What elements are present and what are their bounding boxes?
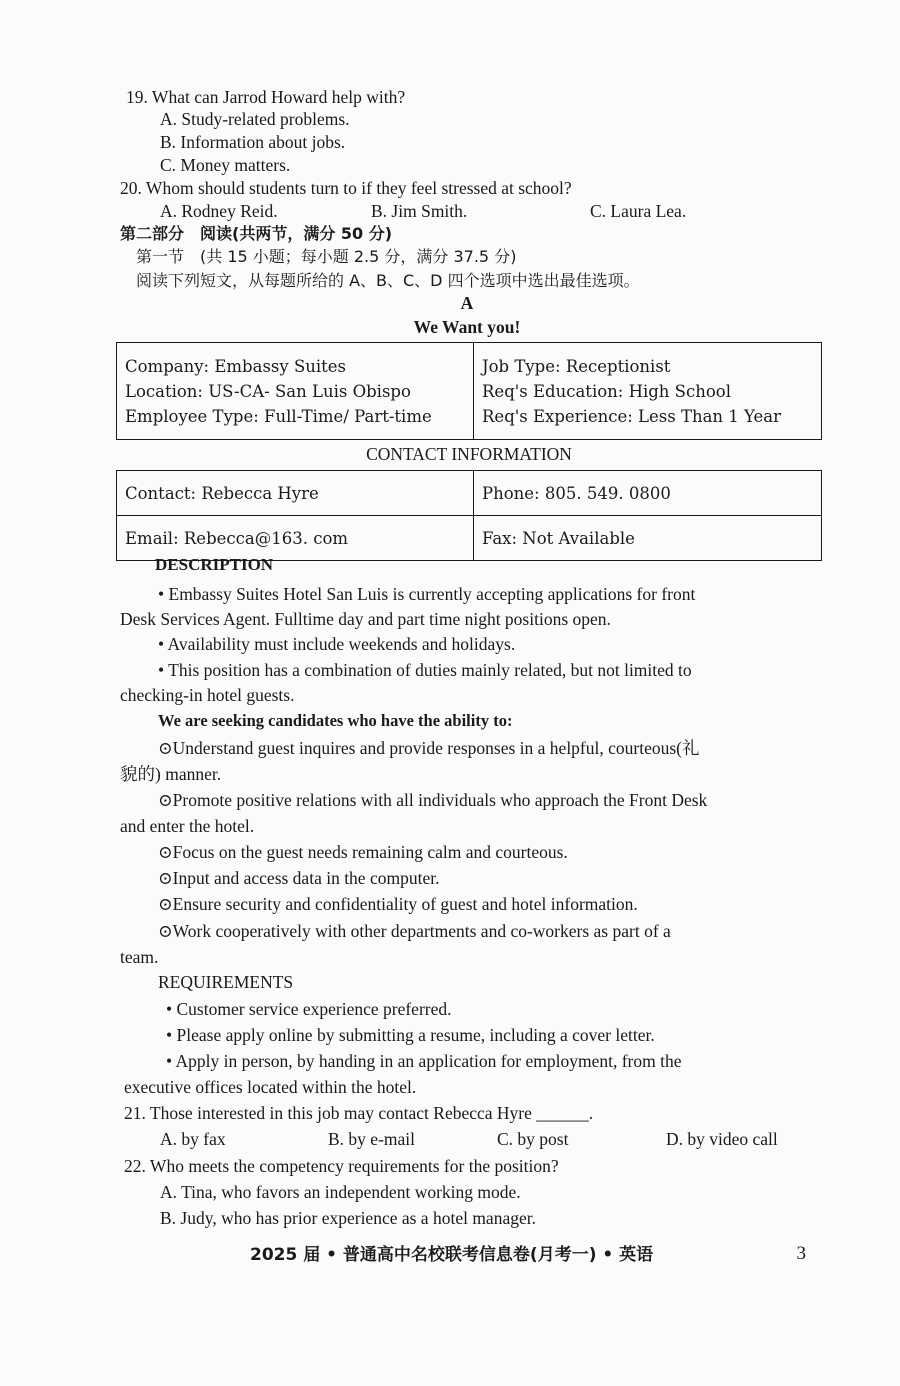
requirement-line: executive offices located within the hotel. xyxy=(124,1077,417,1097)
question-21-option-b: B. by e-mail xyxy=(328,1129,415,1149)
page-number: 3 xyxy=(796,1243,806,1264)
job-info-table xyxy=(116,342,822,440)
question-20-option-b: B. Jim Smith. xyxy=(371,201,468,221)
seeking-heading: We are seeking candidates who have the ability to: xyxy=(158,711,513,730)
ability-line: ⊙Input and access data in the computer. xyxy=(158,868,440,888)
description-line: Desk Services Agent. Fulltime day and part time night positions open. xyxy=(120,609,611,629)
education-field: Req's Education: High School xyxy=(482,381,731,401)
email-cell: Email: Rebecca@163. com xyxy=(117,516,474,561)
question-22-stem: 22. Who meets the competency requirements for the position? xyxy=(124,1156,559,1176)
part-two-title: 第二部分 阅读(共两节，满分 50 分) xyxy=(120,224,393,243)
ability-line: ⊙Work cooperatively with other departments and co-workers as part of a xyxy=(158,921,671,941)
contact-cell: Contact: Rebecca Hyre xyxy=(117,471,474,516)
question-20-stem: 20. Whom should students turn to if they feel stressed at school? xyxy=(120,178,572,198)
ability-line: ⊙Focus on the guest needs remaining calm and courteous. xyxy=(158,842,568,862)
fax-cell: Fax: Not Available xyxy=(474,516,822,561)
footer-title: 2025 届 • 普通高中名校联考信息卷(月考一) • 英语 xyxy=(250,1245,654,1265)
passage-title: We Want you! xyxy=(413,317,521,337)
ability-line: 貌的) manner. xyxy=(120,764,222,784)
reading-instruction: 阅读下列短文，从每题所给的 A、B、C、D 四个选项中选出最佳选项。 xyxy=(136,271,640,290)
description-line: • This position has a combination of duties mainly related, but not limited to xyxy=(158,660,692,680)
job-type-field: Job Type: Receptionist xyxy=(482,356,671,376)
job-info-right-cell xyxy=(474,343,822,440)
question-19-option-b: B. Information about jobs. xyxy=(160,132,346,152)
description-line: • Embassy Suites Hotel San Luis is currently accepting applications for front xyxy=(158,584,696,604)
ability-line: ⊙Understand guest inquires and provide responses in a helpful, courteous(礼 xyxy=(158,738,700,758)
employee-type-field: Employee Type: Full-Time/ Part-time xyxy=(125,406,432,426)
description-line: checking-in hotel guests. xyxy=(120,685,295,705)
contact-table xyxy=(116,470,822,561)
requirement-line: • Customer service experience preferred. xyxy=(166,999,452,1019)
question-21-option-d: D. by video call xyxy=(666,1129,778,1149)
company-field: Company: Embassy Suites xyxy=(125,356,347,376)
question-21-option-c: C. by post xyxy=(497,1129,569,1149)
question-21-stem: 21. Those interested in this job may contact Rebecca Hyre ______. xyxy=(124,1103,594,1123)
question-22-option-b: B. Judy, who has prior experience as a hotel manager. xyxy=(160,1208,536,1228)
question-19-option-c: C. Money matters. xyxy=(160,155,291,175)
subsection-title: 第一节 (共 15 小题；每小题 2.5 分，满分 37.5 分) xyxy=(136,247,517,266)
question-22-option-a: A. Tina, who favors an independent working mode. xyxy=(160,1182,521,1202)
question-19-option-a: A. Study-related problems. xyxy=(160,109,350,129)
passage-letter: A xyxy=(460,293,474,313)
description-heading: DESCRIPTION xyxy=(155,555,274,574)
job-info-left-cell xyxy=(117,343,474,440)
experience-field: Req's Experience: Less Than 1 Year xyxy=(482,406,781,426)
question-19-stem: 19. What can Jarrod Howard help with? xyxy=(126,87,406,107)
question-21-option-a: A. by fax xyxy=(160,1129,226,1149)
ability-line: and enter the hotel. xyxy=(120,816,255,836)
phone-cell: Phone: 805. 549. 0800 xyxy=(474,471,822,516)
description-line: • Availability must include weekends and holidays. xyxy=(158,634,516,654)
ability-line: team. xyxy=(120,947,159,967)
requirement-line: • Apply in person, by handing in an application for employment, from the xyxy=(166,1051,682,1071)
requirements-heading: REQUIREMENTS xyxy=(158,972,294,992)
ability-line: ⊙Ensure security and confidentiality of guest and hotel information. xyxy=(158,894,638,914)
contact-heading: CONTACT INFORMATION xyxy=(366,444,572,464)
requirement-line: • Please apply online by submitting a resume, including a cover letter. xyxy=(166,1025,655,1045)
location-field: Location: US-CA- San Luis Obispo xyxy=(125,381,411,401)
question-20-option-a: A. Rodney Reid. xyxy=(160,201,278,221)
question-20-option-c: C. Laura Lea. xyxy=(590,201,687,221)
ability-line: ⊙Promote positive relations with all individuals who approach the Front Desk xyxy=(158,790,708,810)
